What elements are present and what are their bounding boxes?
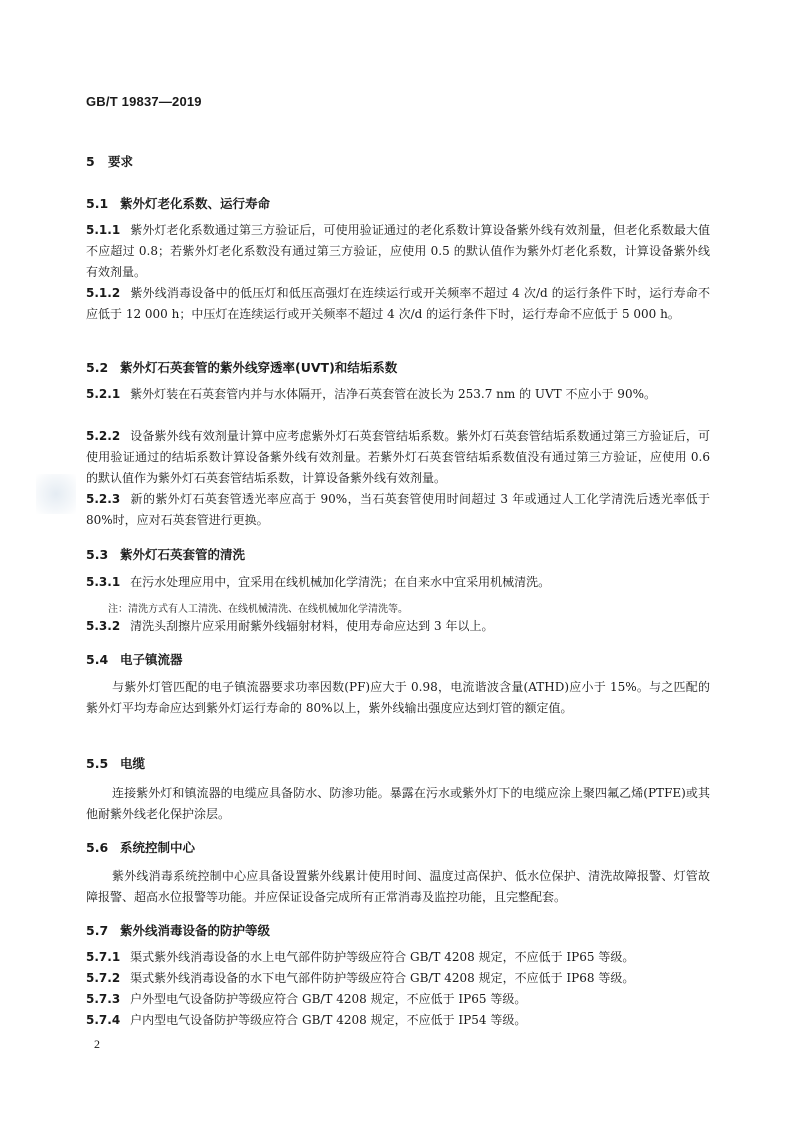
section-5-7-heading bbox=[86, 921, 270, 939]
clause-5-2-2 bbox=[86, 426, 710, 489]
clause-5-7-1 bbox=[86, 947, 710, 968]
clause-text: 在污水处理应用中，宜采用在线机械加化学清洗；在自来水中宜采用机械清洗。 bbox=[130, 575, 551, 589]
section-title: 紫外线消毒设备的防护等级 bbox=[120, 923, 271, 938]
clause-text: 紫外线消毒设备中的低压灯和低压高强灯在连续运行或开关频率不超过 4 次/d 的运行条件下时，运行寿命不应低于 12 000 h；中压灯在连续运行或开关频率不超过 4 次/d 的运行条件下时，运行寿命不应低于 5 000 h。 bbox=[86, 286, 710, 321]
paragraph-5-4: 与紫外灯管匹配的电子镇流器要求功率因数(PF)应大于 0.98，电流谐波含量(ATHD)应小于 15%。与之匹配的紫外灯平均寿命应达到紫外灯运行寿命的 80%以上，紫外线输出强度应达到灯管的额定值。 bbox=[86, 680, 710, 715]
clause-5-7-4 bbox=[86, 1010, 710, 1031]
clause-5-1-2 bbox=[86, 283, 710, 325]
clause-text: 紫外灯装在石英套管内并与水体隔开，洁净石英套管在波长为 253.7 nm 的 UVT 不应小于 90%。 bbox=[130, 387, 656, 401]
section-5-1-heading bbox=[86, 194, 270, 212]
clause-text: 新的紫外灯石英套管透光率应高于 90%，当石英套管使用时间超过 3 年或通过人工化学清洗后透光率低于 80%时，应对石英套管进行更换。 bbox=[86, 492, 710, 527]
section-number: 5.3 bbox=[86, 547, 109, 562]
section-5-2-heading bbox=[86, 358, 397, 376]
section-title: 电子镇流器 bbox=[120, 652, 183, 667]
clause-5-3-1 bbox=[86, 572, 710, 593]
clause-number: 5.7.4 bbox=[86, 1013, 121, 1027]
note-5-3: 注：清洗方式有人工清洗、在线机械清洗、在线机械加化学清洗等。 bbox=[108, 604, 408, 615]
section-5-3-heading bbox=[86, 545, 245, 563]
clause-number: 5.7.1 bbox=[86, 950, 121, 964]
section-number: 5.4 bbox=[86, 652, 109, 667]
section-title: 紫外灯老化系数、运行寿命 bbox=[120, 196, 271, 211]
clause-text: 渠式紫外线消毒设备的水上电气部件防护等级应符合 GB/T 4208 规定，不应低于 IP65 等级。 bbox=[130, 950, 635, 964]
clause-text: 户内型电气设备防护等级应符合 GB/T 4208 规定，不应低于 IP54 等级。 bbox=[130, 1013, 527, 1027]
clause-number: 5.3.1 bbox=[86, 575, 121, 589]
clause-5-1-1 bbox=[86, 220, 710, 283]
section-5-6-heading bbox=[86, 838, 195, 856]
clause-text: 紫外灯老化系数通过第三方验证后，可使用验证通过的老化系数计算设备紫外线有效剂量，但老化系数最大值不应超过 0.8；若紫外灯老化系数没有通过第三方验证，应使用 0.5 的默认值作为紫外灯老化系数，计算设备紫外线有效剂量。 bbox=[86, 223, 710, 279]
clause-5-2-3 bbox=[86, 489, 710, 531]
clause-number: 5.1.2 bbox=[86, 286, 121, 300]
clause-number: 5.3.2 bbox=[86, 619, 121, 633]
clause-5-3-2 bbox=[86, 616, 710, 637]
section-title: 系统控制中心 bbox=[120, 840, 196, 855]
section-number: 5 bbox=[86, 154, 95, 169]
clause-number: 5.2.1 bbox=[86, 387, 121, 401]
section-5-5-heading bbox=[86, 754, 145, 772]
clause-text: 清洗头刮擦片应采用耐紫外线辐射材料，使用寿命应达到 3 年以上。 bbox=[130, 619, 494, 633]
clause-number: 5.2.3 bbox=[86, 492, 121, 506]
clause-text: 设备紫外线有效剂量计算中应考虑紫外灯石英套管结垢系数。紫外灯石英套管结垢系数通过第三方验证后，可使用验证通过的结垢系数计算设备紫外线有效剂量。若紫外灯石英套管结垢系数值没有通过第三方验证，应使用 0.6 的默认值作为紫外灯石英套管结垢系数，计算设备紫外线有效剂量。 bbox=[86, 429, 710, 485]
clause-number: 5.2.2 bbox=[86, 429, 121, 443]
paragraph-5-6: 紫外线消毒系统控制中心应具备设置紫外线累计使用时间、温度过高保护、低水位保护、清洗故障报警、灯管故障报警、超高水位报警等功能。并应保证设备完成所有正常消毒及监控功能，且完整配套。 bbox=[86, 869, 710, 904]
clause-5-7-3 bbox=[86, 989, 710, 1010]
section-number: 5.5 bbox=[86, 756, 109, 771]
section-5-heading bbox=[86, 152, 133, 170]
standard-header: GB/T 19837—2019 bbox=[86, 94, 202, 109]
scan-smudge bbox=[36, 474, 76, 514]
paragraph-5-5: 连接紫外灯和镇流器的电缆应具备防水、防渗功能。暴露在污水或紫外灯下的电缆应涂上聚四氟乙烯(PTFE)或其他耐紫外线老化保护涂层。 bbox=[86, 786, 710, 821]
page-number: 2 bbox=[94, 1037, 100, 1051]
clause-number: 5.7.2 bbox=[86, 971, 121, 985]
clause-text: 渠式紫外线消毒设备的水下电气部件防护等级应符合 GB/T 4208 规定，不应低于 IP68 等级。 bbox=[130, 971, 635, 985]
section-title: 紫外灯石英套管的紫外线穿透率(UVT)和结垢系数 bbox=[120, 360, 398, 375]
clause-text: 户外型电气设备防护等级应符合 GB/T 4208 规定，不应低于 IP65 等级。 bbox=[130, 992, 527, 1006]
clause-5-2-1 bbox=[86, 384, 710, 405]
section-title: 电缆 bbox=[120, 756, 146, 771]
section-title: 要求 bbox=[108, 154, 134, 169]
section-number: 5.7 bbox=[86, 923, 109, 938]
clause-number: 5.7.3 bbox=[86, 992, 121, 1006]
section-number: 5.2 bbox=[86, 360, 109, 375]
section-number: 5.1 bbox=[86, 196, 109, 211]
section-number: 5.6 bbox=[86, 840, 109, 855]
clause-5-7-2 bbox=[86, 968, 710, 989]
clause-number: 5.1.1 bbox=[86, 223, 121, 237]
section-5-4-heading bbox=[86, 650, 183, 668]
section-title: 紫外灯石英套管的清洗 bbox=[120, 547, 246, 562]
